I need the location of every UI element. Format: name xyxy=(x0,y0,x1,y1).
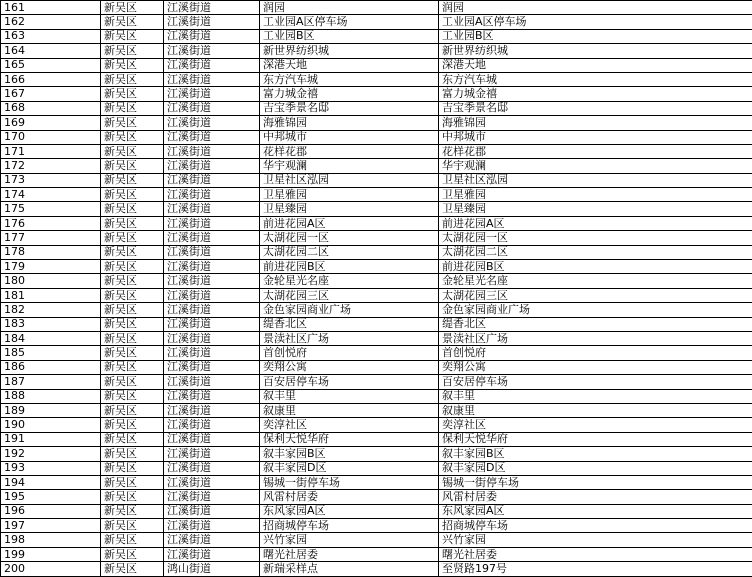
table-row xyxy=(1,317,752,331)
street-cell: 江溪街道 xyxy=(164,173,260,187)
street-cell: 江溪街道 xyxy=(164,375,260,389)
site-name-cell: 新瑞采样点 xyxy=(260,562,439,576)
row-number-cell: 199 xyxy=(1,547,101,561)
street-cell: 江溪街道 xyxy=(164,461,260,475)
table-row xyxy=(1,159,752,173)
address-cell: 曙光社居委 xyxy=(439,547,752,561)
row-number-cell: 171 xyxy=(1,144,101,158)
street-cell: 江溪街道 xyxy=(164,58,260,72)
table-row xyxy=(1,375,752,389)
site-name-cell: 奕翔公寓 xyxy=(260,360,439,374)
site-name-cell: 锡城一街停车场 xyxy=(260,475,439,489)
address-cell: 奕翔公寓 xyxy=(439,360,752,374)
address-cell: 卫星臻园 xyxy=(439,202,752,216)
street-cell: 江溪街道 xyxy=(164,490,260,504)
street-cell: 江溪街道 xyxy=(164,87,260,101)
district-cell: 新吴区 xyxy=(101,173,164,187)
street-cell: 鸿山街道 xyxy=(164,562,260,576)
table-row xyxy=(1,274,752,288)
table-row xyxy=(1,303,752,317)
row-number-cell: 188 xyxy=(1,389,101,403)
site-name-cell: 卫星社区泓园 xyxy=(260,173,439,187)
site-name-cell: 叙丰家园D区 xyxy=(260,461,439,475)
street-cell: 江溪街道 xyxy=(164,245,260,259)
table-row xyxy=(1,44,752,58)
site-name-cell: 中邦城市 xyxy=(260,130,439,144)
table-row xyxy=(1,360,752,374)
district-cell: 新吴区 xyxy=(101,144,164,158)
street-cell: 江溪街道 xyxy=(164,231,260,245)
row-number-cell: 191 xyxy=(1,432,101,446)
address-cell: 叙丰家园D区 xyxy=(439,461,752,475)
district-cell: 新吴区 xyxy=(101,231,164,245)
site-name-cell: 太湖花园三区 xyxy=(260,288,439,302)
street-cell: 江溪街道 xyxy=(164,346,260,360)
site-name-cell: 兴竹家园 xyxy=(260,533,439,547)
district-cell: 新吴区 xyxy=(101,72,164,86)
district-cell: 新吴区 xyxy=(101,288,164,302)
site-name-cell: 吉宝季景名邸 xyxy=(260,101,439,115)
row-number-cell: 170 xyxy=(1,130,101,144)
street-cell: 江溪街道 xyxy=(164,260,260,274)
table-row xyxy=(1,547,752,561)
address-cell: 深港天地 xyxy=(439,58,752,72)
street-cell: 江溪街道 xyxy=(164,274,260,288)
district-cell: 新吴区 xyxy=(101,130,164,144)
row-number-cell: 174 xyxy=(1,188,101,202)
site-name-cell: 叙丰里 xyxy=(260,389,439,403)
address-cell: 吉宝季景名邸 xyxy=(439,101,752,115)
address-cell: 工业园A区停车场 xyxy=(439,15,752,29)
district-cell: 新吴区 xyxy=(101,216,164,230)
table-row xyxy=(1,29,752,43)
street-cell: 江溪街道 xyxy=(164,504,260,518)
street-cell: 江溪街道 xyxy=(164,475,260,489)
address-cell: 兴竹家园 xyxy=(439,533,752,547)
site-name-cell: 金色家园商业广场 xyxy=(260,303,439,317)
district-cell: 新吴区 xyxy=(101,44,164,58)
site-name-cell: 太湖花园一区 xyxy=(260,231,439,245)
row-number-cell: 197 xyxy=(1,519,101,533)
district-cell: 新吴区 xyxy=(101,260,164,274)
row-number-cell: 168 xyxy=(1,101,101,115)
address-cell: 前进花园B区 xyxy=(439,260,752,274)
table-body xyxy=(1,1,752,577)
district-cell: 新吴区 xyxy=(101,490,164,504)
district-cell: 新吴区 xyxy=(101,475,164,489)
address-cell: 东风家园A区 xyxy=(439,504,752,518)
district-cell: 新吴区 xyxy=(101,403,164,417)
row-number-cell: 195 xyxy=(1,490,101,504)
row-number-cell: 165 xyxy=(1,58,101,72)
district-cell: 新吴区 xyxy=(101,461,164,475)
table-row xyxy=(1,461,752,475)
address-cell: 前进花园A区 xyxy=(439,216,752,230)
row-number-cell: 173 xyxy=(1,173,101,187)
district-cell: 新吴区 xyxy=(101,562,164,576)
street-cell: 江溪街道 xyxy=(164,188,260,202)
address-cell: 海雅锦园 xyxy=(439,116,752,130)
site-name-cell: 华宇观澜 xyxy=(260,159,439,173)
table-row xyxy=(1,216,752,230)
street-cell: 江溪街道 xyxy=(164,331,260,345)
table-row xyxy=(1,504,752,518)
row-number-cell: 164 xyxy=(1,44,101,58)
site-name-cell: 招商城停车场 xyxy=(260,519,439,533)
row-number-cell: 194 xyxy=(1,475,101,489)
address-cell: 景渎社区广场 xyxy=(439,331,752,345)
street-cell: 江溪街道 xyxy=(164,44,260,58)
table-row xyxy=(1,231,752,245)
street-cell: 江溪街道 xyxy=(164,130,260,144)
table-row xyxy=(1,87,752,101)
row-number-cell: 169 xyxy=(1,116,101,130)
district-cell: 新吴区 xyxy=(101,87,164,101)
table-row xyxy=(1,288,752,302)
street-cell: 江溪街道 xyxy=(164,116,260,130)
site-name-cell: 叙丰家园B区 xyxy=(260,447,439,461)
district-cell: 新吴区 xyxy=(101,519,164,533)
address-cell: 首创悦府 xyxy=(439,346,752,360)
row-number-cell: 193 xyxy=(1,461,101,475)
row-number-cell: 162 xyxy=(1,15,101,29)
row-number-cell: 163 xyxy=(1,29,101,43)
row-number-cell: 187 xyxy=(1,375,101,389)
district-cell: 新吴区 xyxy=(101,317,164,331)
address-cell: 招商城停车场 xyxy=(439,519,752,533)
row-number-cell: 178 xyxy=(1,245,101,259)
table-row xyxy=(1,447,752,461)
row-number-cell: 183 xyxy=(1,317,101,331)
row-number-cell: 186 xyxy=(1,360,101,374)
address-cell: 风雷村居委 xyxy=(439,490,752,504)
row-number-cell: 179 xyxy=(1,260,101,274)
street-cell: 江溪街道 xyxy=(164,418,260,432)
district-cell: 新吴区 xyxy=(101,202,164,216)
site-name-cell: 富力城金禧 xyxy=(260,87,439,101)
row-number-cell: 176 xyxy=(1,216,101,230)
table-row xyxy=(1,130,752,144)
row-number-cell: 175 xyxy=(1,202,101,216)
site-name-cell: 前进花园B区 xyxy=(260,260,439,274)
table-row xyxy=(1,15,752,29)
street-cell: 江溪街道 xyxy=(164,144,260,158)
address-cell: 太湖花园一区 xyxy=(439,231,752,245)
row-number-cell: 184 xyxy=(1,331,101,345)
site-name-cell: 叙康里 xyxy=(260,403,439,417)
row-number-cell: 190 xyxy=(1,418,101,432)
district-cell: 新吴区 xyxy=(101,331,164,345)
table-row xyxy=(1,331,752,345)
address-cell: 金色家园商业广场 xyxy=(439,303,752,317)
site-name-cell: 新世界纺织城 xyxy=(260,44,439,58)
district-cell: 新吴区 xyxy=(101,375,164,389)
table-row xyxy=(1,173,752,187)
street-cell: 江溪街道 xyxy=(164,533,260,547)
street-cell: 江溪街道 xyxy=(164,547,260,561)
site-name-cell: 工业园B区 xyxy=(260,29,439,43)
table-row xyxy=(1,72,752,86)
row-number-cell: 181 xyxy=(1,288,101,302)
site-name-cell: 花样花郡 xyxy=(260,144,439,158)
district-cell: 新吴区 xyxy=(101,547,164,561)
street-cell: 江溪街道 xyxy=(164,29,260,43)
site-name-cell: 金轮星光名座 xyxy=(260,274,439,288)
site-name-cell: 曙光社居委 xyxy=(260,547,439,561)
address-cell: 锡城一街停车场 xyxy=(439,475,752,489)
district-cell: 新吴区 xyxy=(101,447,164,461)
street-cell: 江溪街道 xyxy=(164,288,260,302)
street-cell: 江溪街道 xyxy=(164,1,260,15)
district-cell: 新吴区 xyxy=(101,389,164,403)
row-number-cell: 172 xyxy=(1,159,101,173)
table-row xyxy=(1,389,752,403)
row-number-cell: 182 xyxy=(1,303,101,317)
address-cell: 叙康里 xyxy=(439,403,752,417)
street-cell: 江溪街道 xyxy=(164,159,260,173)
street-cell: 江溪街道 xyxy=(164,432,260,446)
district-cell: 新吴区 xyxy=(101,116,164,130)
district-cell: 新吴区 xyxy=(101,245,164,259)
address-cell: 太湖花园二区 xyxy=(439,245,752,259)
district-cell: 新吴区 xyxy=(101,274,164,288)
district-cell: 新吴区 xyxy=(101,360,164,374)
table-row xyxy=(1,58,752,72)
table-row xyxy=(1,346,752,360)
district-cell: 新吴区 xyxy=(101,29,164,43)
table-row xyxy=(1,245,752,259)
row-number-cell: 180 xyxy=(1,274,101,288)
table-row xyxy=(1,202,752,216)
district-cell: 新吴区 xyxy=(101,346,164,360)
table-row xyxy=(1,116,752,130)
district-cell: 新吴区 xyxy=(101,303,164,317)
table-row xyxy=(1,144,752,158)
row-number-cell: 177 xyxy=(1,231,101,245)
site-name-cell: 奕淳社区 xyxy=(260,418,439,432)
row-number-cell: 166 xyxy=(1,72,101,86)
row-number-cell: 167 xyxy=(1,87,101,101)
address-cell: 花样花郡 xyxy=(439,144,752,158)
address-cell: 卫星雅园 xyxy=(439,188,752,202)
site-name-cell: 首创悦府 xyxy=(260,346,439,360)
address-cell: 东方汽车城 xyxy=(439,72,752,86)
table-row xyxy=(1,490,752,504)
street-cell: 江溪街道 xyxy=(164,519,260,533)
row-number-cell: 161 xyxy=(1,1,101,15)
table-row xyxy=(1,101,752,115)
address-cell: 新世界纺织城 xyxy=(439,44,752,58)
site-name-cell: 东风家园A区 xyxy=(260,504,439,518)
table-row xyxy=(1,533,752,547)
address-cell: 中邦城市 xyxy=(439,130,752,144)
site-name-cell: 卫星雅园 xyxy=(260,188,439,202)
table-row xyxy=(1,403,752,417)
district-cell: 新吴区 xyxy=(101,533,164,547)
address-cell: 缇香北区 xyxy=(439,317,752,331)
street-cell: 江溪街道 xyxy=(164,389,260,403)
row-number-cell: 200 xyxy=(1,562,101,576)
district-cell: 新吴区 xyxy=(101,188,164,202)
table-row xyxy=(1,1,752,15)
street-cell: 江溪街道 xyxy=(164,317,260,331)
site-name-cell: 景渎社区广场 xyxy=(260,331,439,345)
site-name-cell: 百安居停车场 xyxy=(260,375,439,389)
address-cell: 至贤路197号 xyxy=(439,562,752,576)
street-cell: 江溪街道 xyxy=(164,303,260,317)
row-number-cell: 198 xyxy=(1,533,101,547)
street-cell: 江溪街道 xyxy=(164,101,260,115)
table-row xyxy=(1,260,752,274)
district-cell: 新吴区 xyxy=(101,101,164,115)
address-cell: 保利天悦华府 xyxy=(439,432,752,446)
address-cell: 润园 xyxy=(439,1,752,15)
district-cell: 新吴区 xyxy=(101,15,164,29)
site-name-cell: 风雷村居委 xyxy=(260,490,439,504)
street-cell: 江溪街道 xyxy=(164,360,260,374)
site-name-cell: 工业园A区停车场 xyxy=(260,15,439,29)
table-row xyxy=(1,418,752,432)
site-name-cell: 润园 xyxy=(260,1,439,15)
site-name-cell: 深港天地 xyxy=(260,58,439,72)
table-row xyxy=(1,188,752,202)
district-cell: 新吴区 xyxy=(101,1,164,15)
address-cell: 叙丰家园B区 xyxy=(439,447,752,461)
row-number-cell: 185 xyxy=(1,346,101,360)
address-cell: 富力城金禧 xyxy=(439,87,752,101)
street-cell: 江溪街道 xyxy=(164,15,260,29)
site-name-cell: 卫星臻园 xyxy=(260,202,439,216)
street-cell: 江溪街道 xyxy=(164,447,260,461)
address-cell: 华宇观澜 xyxy=(439,159,752,173)
row-number-cell: 189 xyxy=(1,403,101,417)
site-name-cell: 前进花园A区 xyxy=(260,216,439,230)
table-row xyxy=(1,562,752,576)
district-cell: 新吴区 xyxy=(101,432,164,446)
street-cell: 江溪街道 xyxy=(164,403,260,417)
site-name-cell: 太湖花园二区 xyxy=(260,245,439,259)
address-cell: 工业园B区 xyxy=(439,29,752,43)
table-row xyxy=(1,475,752,489)
site-name-cell: 缇香北区 xyxy=(260,317,439,331)
district-cell: 新吴区 xyxy=(101,58,164,72)
address-cell: 百安居停车场 xyxy=(439,375,752,389)
address-cell: 太湖花园三区 xyxy=(439,288,752,302)
street-cell: 江溪街道 xyxy=(164,202,260,216)
site-name-cell: 东方汽车城 xyxy=(260,72,439,86)
street-cell: 江溪街道 xyxy=(164,216,260,230)
district-cell: 新吴区 xyxy=(101,159,164,173)
street-cell: 江溪街道 xyxy=(164,72,260,86)
district-cell: 新吴区 xyxy=(101,418,164,432)
row-number-cell: 196 xyxy=(1,504,101,518)
table-row xyxy=(1,432,752,446)
district-cell: 新吴区 xyxy=(101,504,164,518)
address-cell: 叙丰里 xyxy=(439,389,752,403)
site-name-cell: 保利天悦华府 xyxy=(260,432,439,446)
address-cell: 奕淳社区 xyxy=(439,418,752,432)
table-row xyxy=(1,519,752,533)
site-name-cell: 海雅锦园 xyxy=(260,116,439,130)
row-number-cell: 192 xyxy=(1,447,101,461)
address-cell: 金轮星光名座 xyxy=(439,274,752,288)
address-cell: 卫星社区泓园 xyxy=(439,173,752,187)
